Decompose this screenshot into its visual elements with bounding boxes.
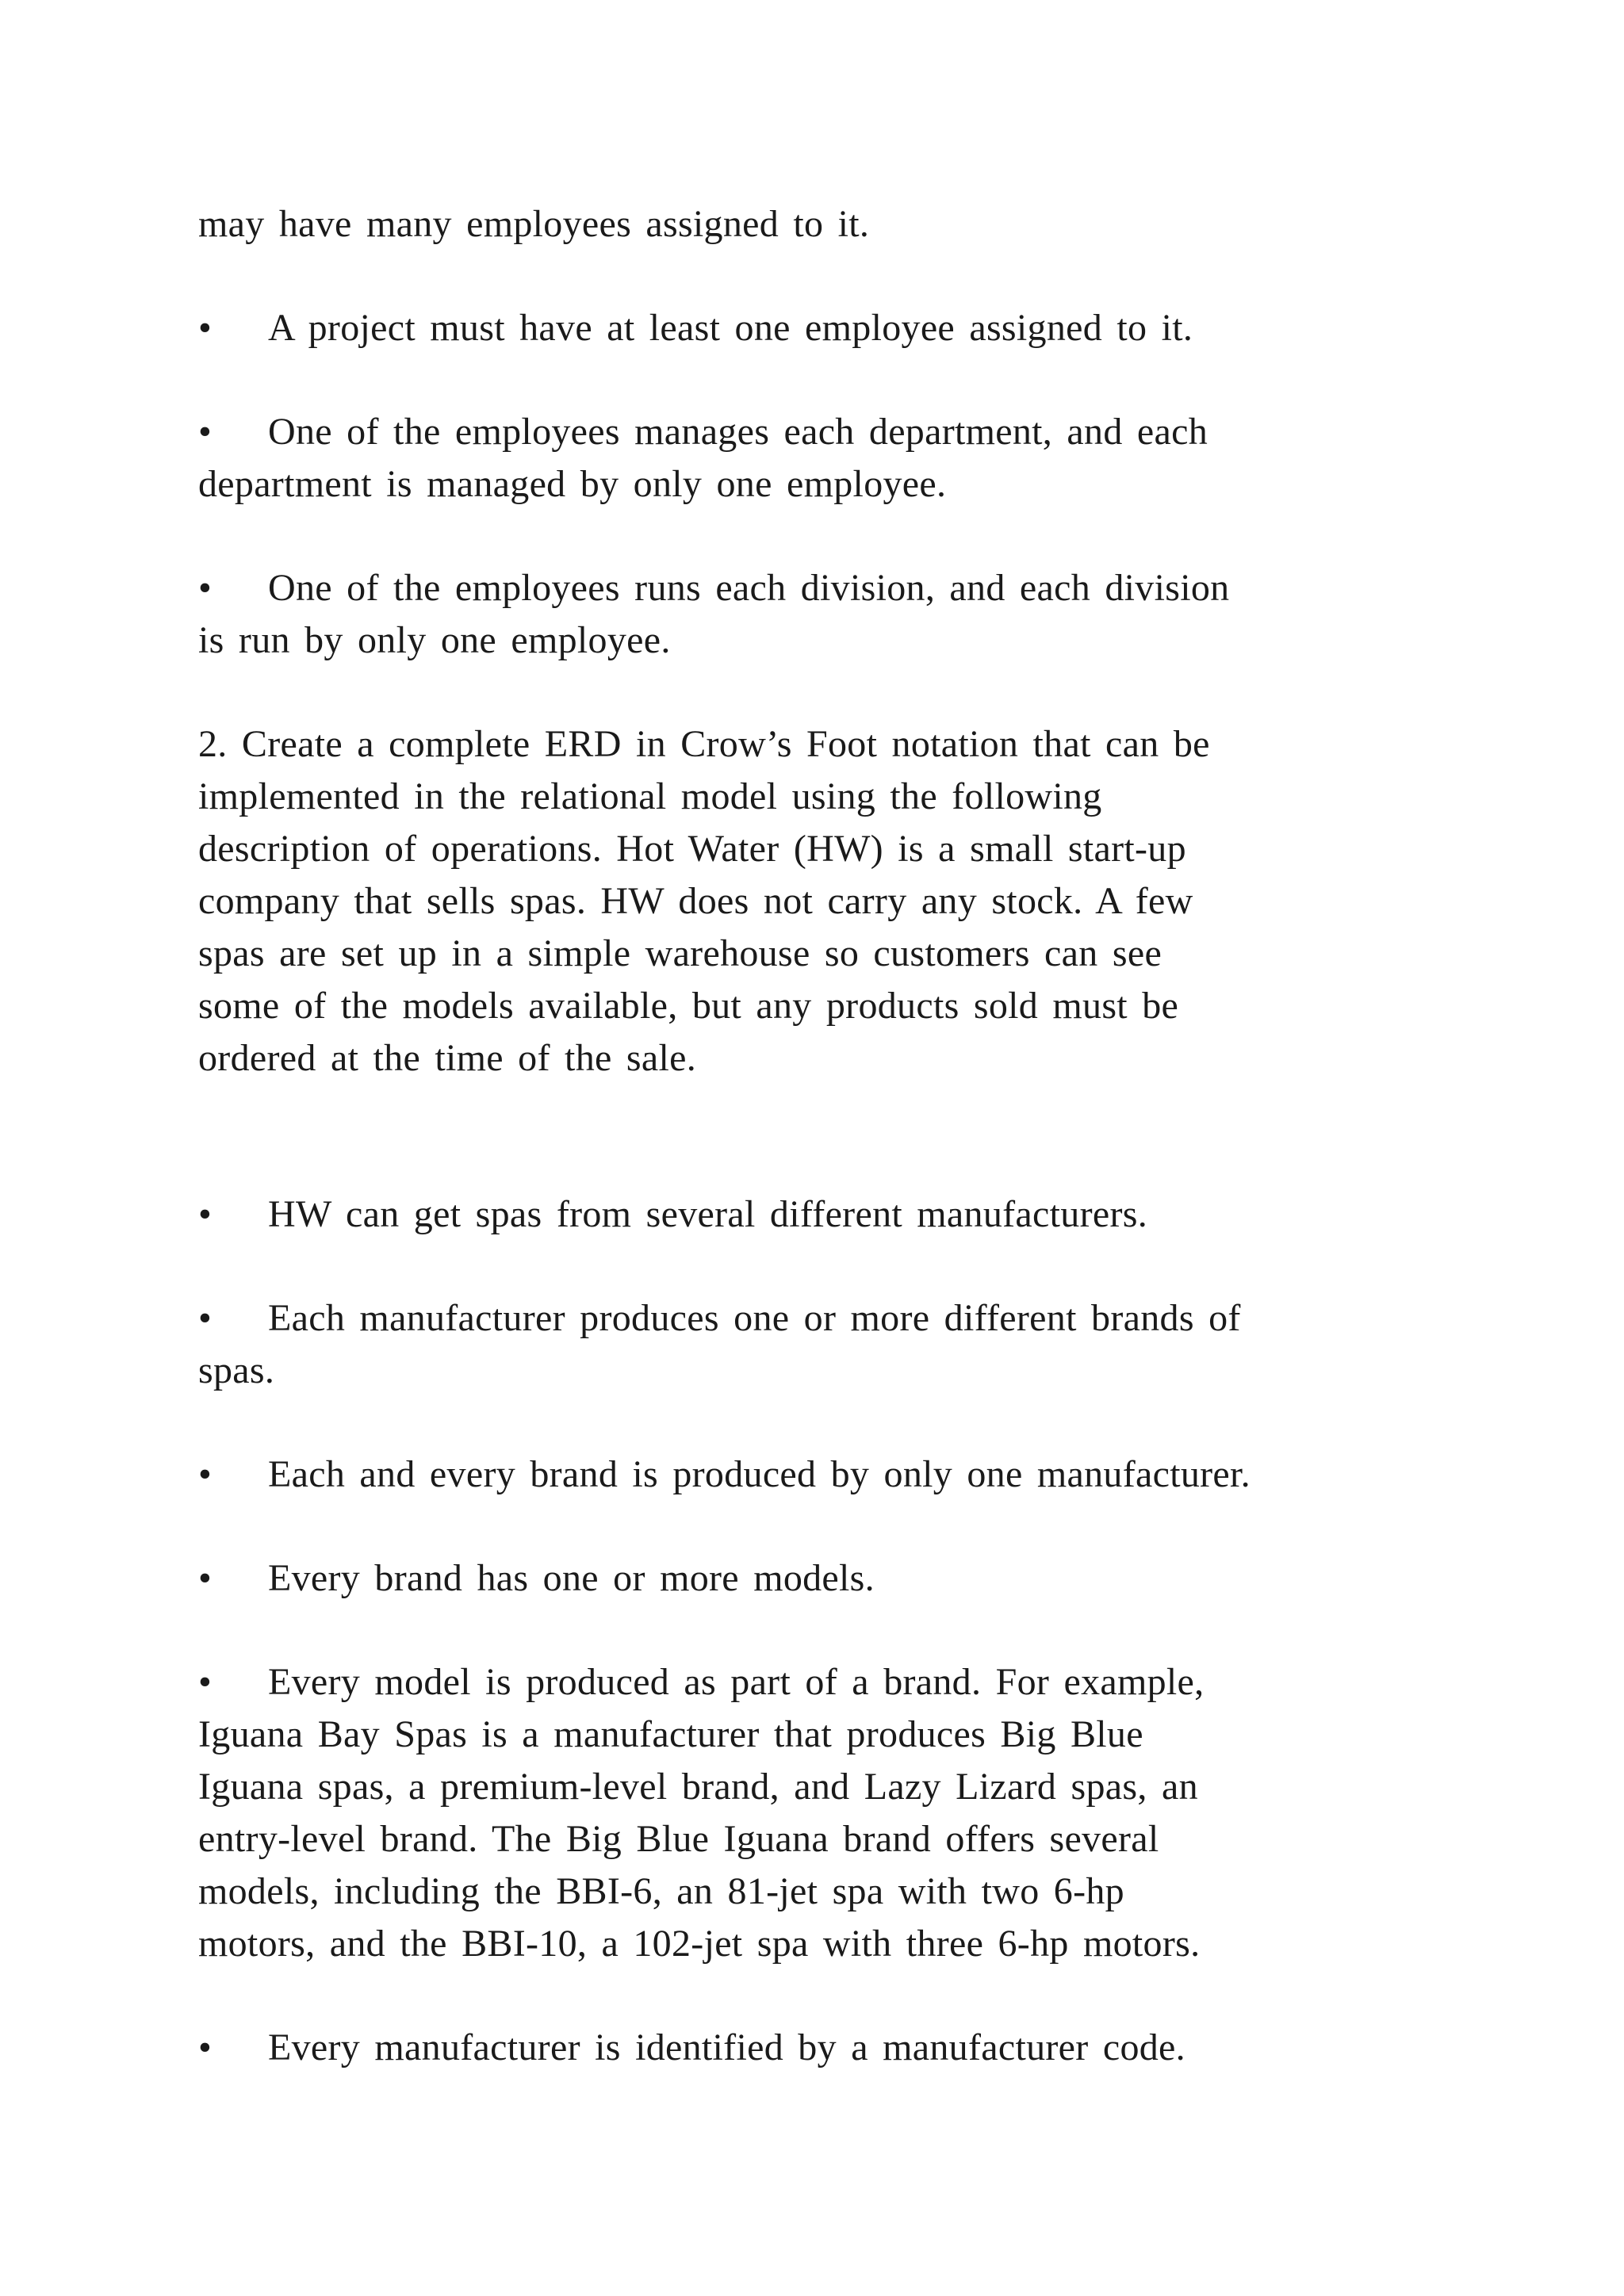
bullet-item (198, 1448, 1251, 1501)
text-line: department is managed by only one employee. (198, 463, 947, 505)
bullet-item (198, 1656, 1204, 1709)
bullet-glyph: • (198, 2026, 213, 2068)
text-line: some of the models available, but any products sold must be (198, 985, 1179, 1027)
text-line: description of operations. Hot Water (HW) is a small start-up (198, 828, 1186, 870)
text-line: Iguana spas, a premium-level brand, and Lazy Lizard spas, an (198, 1766, 1198, 1808)
bullet-text: One of the employees manages each department, and each (268, 411, 1208, 453)
text-line: models, including the BBI-6, an 81-jet spa with two 6-hp (198, 1870, 1124, 1912)
text-line: ordered at the time of the sale. (198, 1037, 697, 1079)
bullet-item (198, 1292, 1241, 1345)
bullet-text: Every manufacturer is identified by a manufacturer code. (268, 2026, 1185, 2068)
text-line: may have many employees assigned to it. (198, 203, 870, 245)
text-line: implemented in the relational model using the following (198, 775, 1102, 817)
bullet-glyph: • (198, 1297, 213, 1339)
bullet-glyph: • (198, 1193, 213, 1235)
bullet-glyph: • (198, 411, 213, 453)
bullet-item (198, 562, 1229, 614)
bullet-text: Every model is produced as part of a brand. For example, (268, 1661, 1205, 1703)
text-line: entry-level brand. The Big Blue Iguana brand offers several (198, 1818, 1159, 1860)
text-line: spas are set up in a simple warehouse so customers can see (198, 932, 1162, 974)
text-line: motors, and the BBI-10, a 102-jet spa with three 6-hp motors. (198, 1923, 1201, 1965)
text-line: Iguana Bay Spas is a manufacturer that produces Big Blue (198, 1713, 1143, 1755)
bullet-text: A project must have at least one employee assigned to it. (268, 307, 1193, 349)
bullet-text: One of the employees runs each division, and each division (268, 567, 1230, 609)
bullet-item (198, 2022, 1185, 2074)
bullet-text: Every brand has one or more models. (268, 1557, 875, 1599)
bullet-text: Each and every brand is produced by only one manufacturer. (268, 1453, 1251, 1495)
bullet-glyph: • (198, 1661, 213, 1703)
bullet-text: HW can get spas from several different manufacturers. (268, 1193, 1148, 1235)
bullet-item (198, 1552, 875, 1605)
text-line: spas. (198, 1349, 275, 1391)
text-line: company that sells spas. HW does not carry any stock. A few (198, 880, 1193, 922)
bullet-item (198, 406, 1208, 458)
bullet-item (198, 1188, 1147, 1241)
bullet-glyph: • (198, 567, 213, 609)
bullet-text: Each manufacturer produces one or more different brands of (268, 1297, 1241, 1339)
text-line: is run by only one employee. (198, 619, 671, 661)
question-heading-line: 2. Create a complete ERD in Crow’s Foot notation that can be (198, 723, 1210, 765)
bullet-glyph: • (198, 1453, 213, 1495)
bullet-glyph: • (198, 1557, 213, 1599)
bullet-glyph: • (198, 307, 213, 349)
bullet-item (198, 302, 1193, 354)
